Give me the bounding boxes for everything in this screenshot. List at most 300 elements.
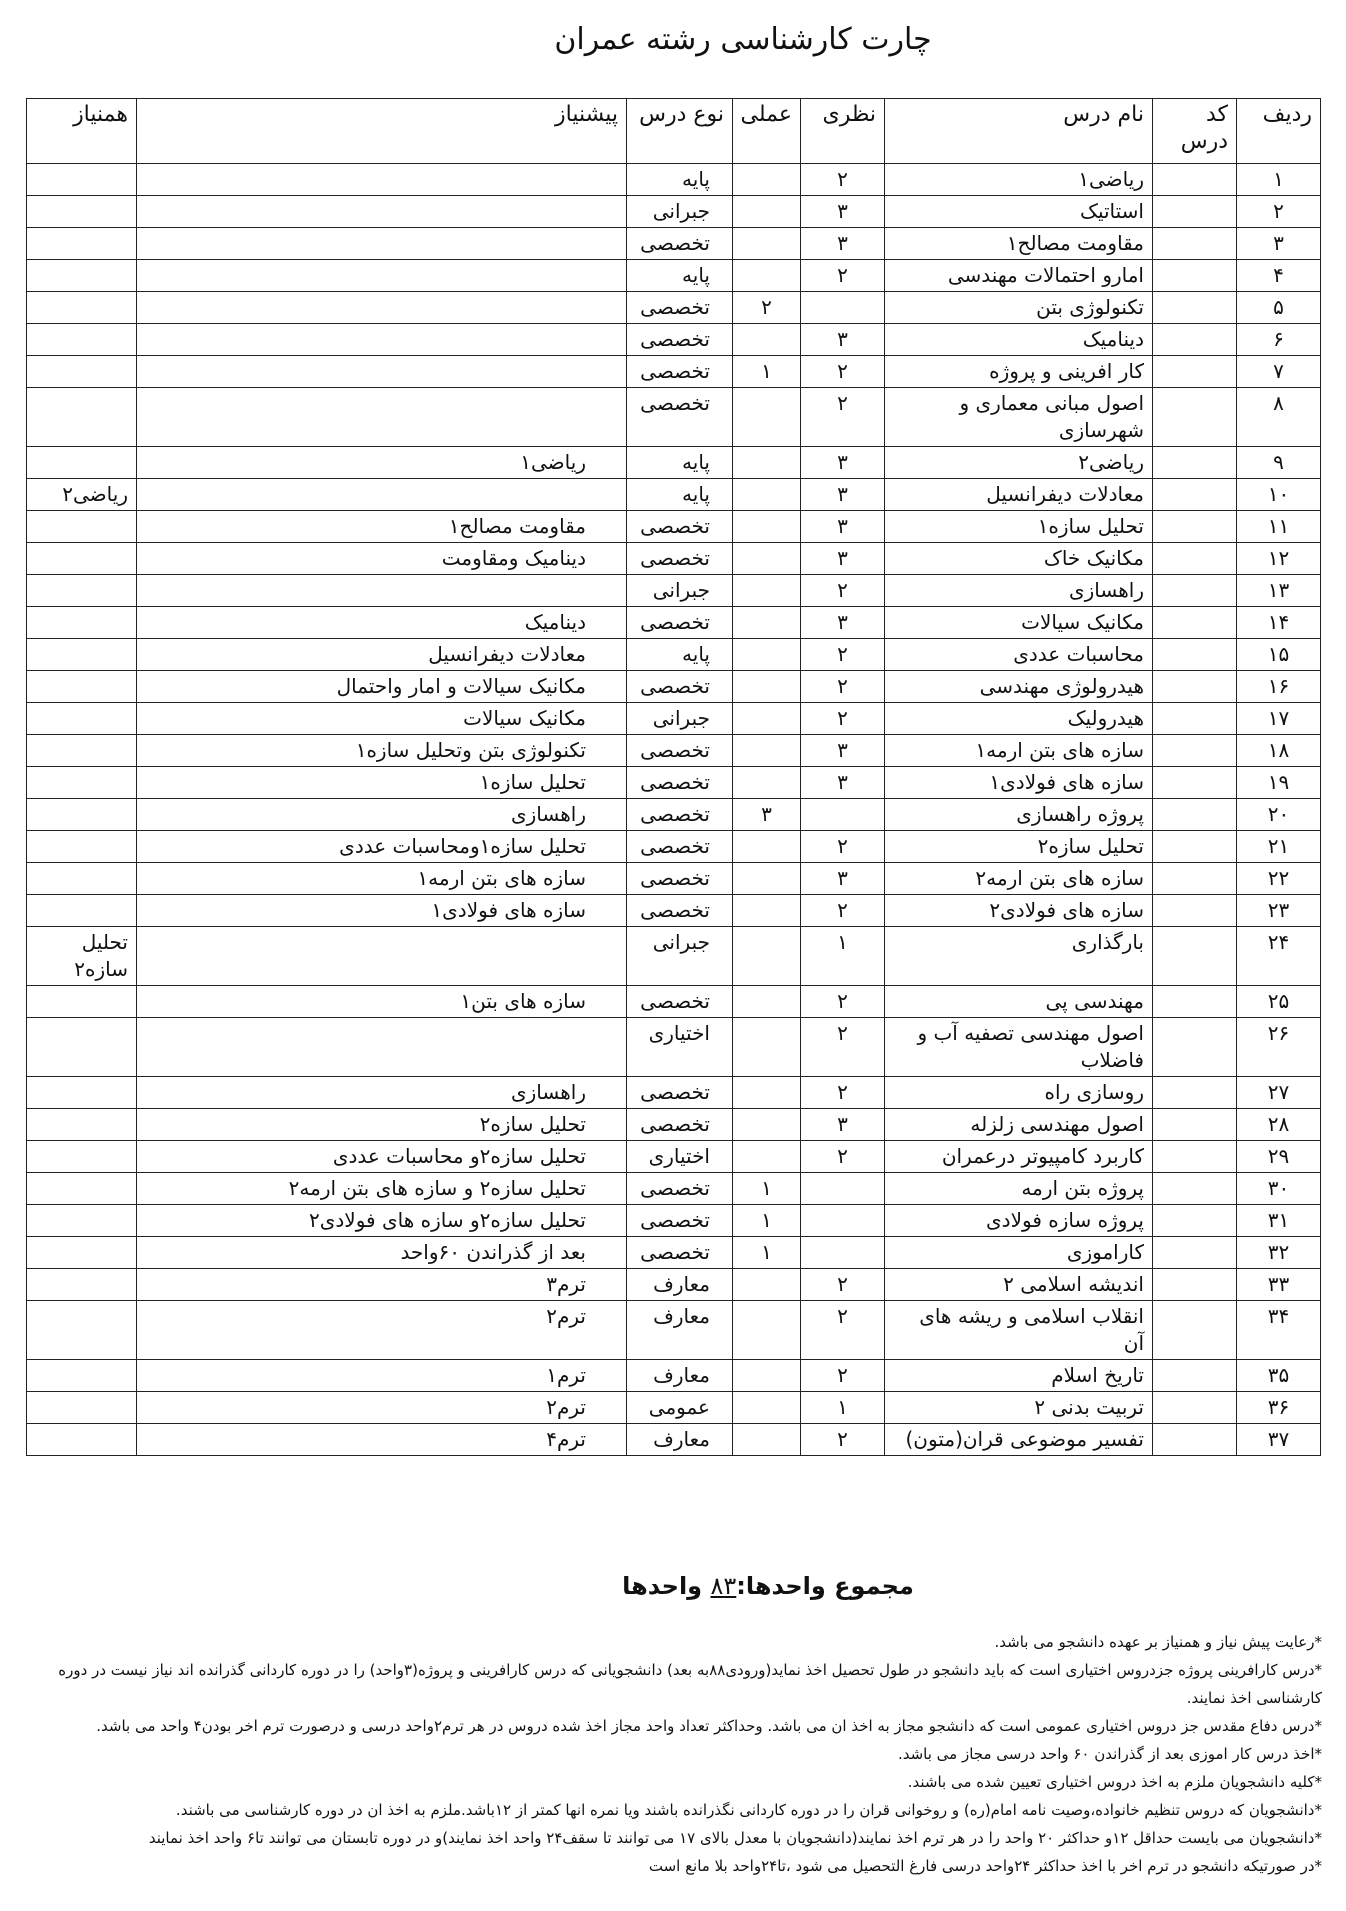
row-number-cell: ۳ — [1237, 228, 1321, 260]
theory-units-cell: ۲ — [801, 671, 885, 703]
theory-units-cell: ۲ — [801, 1301, 885, 1360]
row-number-cell: ۲۴ — [1237, 927, 1321, 986]
corequisite-cell — [27, 356, 137, 388]
theory-units-cell: ۲ — [801, 639, 885, 671]
table-row — [27, 228, 1321, 260]
theory-units-cell — [801, 1237, 885, 1269]
row-number-cell: ۱۶ — [1237, 671, 1321, 703]
table-row — [27, 575, 1321, 607]
course-type-cell: تخصصی — [627, 292, 733, 324]
notes-section — [30, 1628, 1322, 1880]
course-type-cell: تخصصی — [627, 799, 733, 831]
theory-units-cell: ۳ — [801, 228, 885, 260]
prerequisite-cell — [137, 479, 627, 511]
prerequisite-cell: تحلیل سازه۲ و سازه های بتن ارمه۲ — [137, 1173, 627, 1205]
prerequisite-cell — [137, 388, 627, 447]
prerequisite-cell — [137, 164, 627, 196]
prerequisite-cell: تحلیل سازه۲و محاسبات عددی — [137, 1141, 627, 1173]
course-type-cell: تخصصی — [627, 511, 733, 543]
course-name-cell: مهندسی پی — [885, 986, 1153, 1018]
row-number-cell: ۳۰ — [1237, 1173, 1321, 1205]
total-units — [0, 1572, 1346, 1600]
practical-units-cell — [733, 703, 801, 735]
course-name-cell: مکانیک سیالات — [885, 607, 1153, 639]
practical-units-cell — [733, 479, 801, 511]
practical-units-cell — [733, 1077, 801, 1109]
row-number-cell: ۲۹ — [1237, 1141, 1321, 1173]
theory-units-cell: ۲ — [801, 1269, 885, 1301]
row-number-cell: ۲۶ — [1237, 1018, 1321, 1077]
table-row — [27, 607, 1321, 639]
row-number-cell: ۳۴ — [1237, 1301, 1321, 1360]
course-code-cell — [1153, 447, 1237, 479]
theory-units-cell: ۲ — [801, 1077, 885, 1109]
header-course-name: نام درس — [885, 99, 1153, 164]
course-code-cell — [1153, 324, 1237, 356]
practical-units-cell — [733, 1301, 801, 1360]
corequisite-cell — [27, 1424, 137, 1456]
course-name-cell: معادلات دیفرانسیل — [885, 479, 1153, 511]
total-units-suffix: واحدها — [622, 1572, 711, 1600]
row-number-cell: ۸ — [1237, 388, 1321, 447]
course-type-cell: تخصصی — [627, 1173, 733, 1205]
row-number-cell: ۲۰ — [1237, 799, 1321, 831]
prerequisite-cell — [137, 927, 627, 986]
table-row — [27, 543, 1321, 575]
course-type-cell: تخصصی — [627, 831, 733, 863]
course-name-cell: بارگذاری — [885, 927, 1153, 986]
course-type-cell: پایه — [627, 164, 733, 196]
course-name-cell: اصول مهندسی زلزله — [885, 1109, 1153, 1141]
course-code-cell — [1153, 1360, 1237, 1392]
course-code-cell — [1153, 1141, 1237, 1173]
course-name-cell: تفسیر موضوعی قران(متون) — [885, 1424, 1153, 1456]
course-name-cell: انقلاب اسلامی و ریشه های آن — [885, 1301, 1153, 1360]
course-name-cell: پروژه راهسازی — [885, 799, 1153, 831]
theory-units-cell: ۲ — [801, 895, 885, 927]
course-type-cell: تخصصی — [627, 388, 733, 447]
course-type-cell: تخصصی — [627, 543, 733, 575]
theory-units-cell: ۱ — [801, 1392, 885, 1424]
corequisite-cell — [27, 1301, 137, 1360]
theory-units-cell: ۳ — [801, 767, 885, 799]
prerequisite-cell: سازه های بتن ارمه۱ — [137, 863, 627, 895]
course-code-cell — [1153, 799, 1237, 831]
table-row — [27, 986, 1321, 1018]
theory-units-cell: ۳ — [801, 607, 885, 639]
course-name-cell: امارو احتمالات مهندسی — [885, 260, 1153, 292]
course-name-cell: تحلیل سازه۱ — [885, 511, 1153, 543]
theory-units-cell — [801, 799, 885, 831]
course-code-cell — [1153, 895, 1237, 927]
theory-units-cell: ۲ — [801, 260, 885, 292]
course-name-cell: هیدرولوژی مهندسی — [885, 671, 1153, 703]
table-row — [27, 735, 1321, 767]
course-type-cell: تخصصی — [627, 767, 733, 799]
table-row — [27, 511, 1321, 543]
course-name-cell: مقاومت مصالح۱ — [885, 228, 1153, 260]
course-name-cell: پروژه بتن ارمه — [885, 1173, 1153, 1205]
course-name-cell: تربیت بدنی ۲ — [885, 1392, 1153, 1424]
practical-units-cell — [733, 511, 801, 543]
header-corequisite: همنیاز — [27, 99, 137, 164]
table-row — [27, 1269, 1321, 1301]
course-type-cell: پایه — [627, 479, 733, 511]
corequisite-cell — [27, 671, 137, 703]
course-code-cell — [1153, 228, 1237, 260]
course-code-cell — [1153, 607, 1237, 639]
practical-units-cell — [733, 1141, 801, 1173]
course-code-cell — [1153, 511, 1237, 543]
course-code-cell — [1153, 543, 1237, 575]
course-code-cell — [1153, 1301, 1237, 1360]
corequisite-cell — [27, 735, 137, 767]
header-course-type: نوع درس — [627, 99, 733, 164]
row-number-cell: ۹ — [1237, 447, 1321, 479]
prerequisite-cell: راهسازی — [137, 1077, 627, 1109]
note-item: *درس دفاع مقدس جز دروس اختیاری عمومی است که دانشجو مجاز به اخذ ان می باشد. وحداکثر تعداد واحد مجاز اخذ شده دروس در هر ترم۲واحد درسی و درصورت ترم اخر بودن۴ واحد می باشد. — [96, 1717, 1322, 1735]
table-row — [27, 1424, 1321, 1456]
theory-units-cell: ۲ — [801, 164, 885, 196]
prerequisite-cell: سازه های بتن۱ — [137, 986, 627, 1018]
course-type-cell: عمومی — [627, 1392, 733, 1424]
practical-units-cell — [733, 735, 801, 767]
prerequisite-cell: ترم۴ — [137, 1424, 627, 1456]
course-type-cell: معارف — [627, 1269, 733, 1301]
practical-units-cell — [733, 607, 801, 639]
course-name-cell: تکنولوژی بتن — [885, 292, 1153, 324]
course-type-cell: تخصصی — [627, 1109, 733, 1141]
course-name-cell: تاریخ اسلام — [885, 1360, 1153, 1392]
row-number-cell: ۳۷ — [1237, 1424, 1321, 1456]
table-row — [27, 767, 1321, 799]
row-number-cell: ۱۹ — [1237, 767, 1321, 799]
practical-units-cell: ۱ — [733, 1237, 801, 1269]
row-number-cell: ۱۴ — [1237, 607, 1321, 639]
course-code-cell — [1153, 292, 1237, 324]
corequisite-cell — [27, 863, 137, 895]
prerequisite-cell — [137, 228, 627, 260]
practical-units-cell: ۱ — [733, 1205, 801, 1237]
course-type-cell: تخصصی — [627, 356, 733, 388]
course-name-cell: سازه های فولادی۲ — [885, 895, 1153, 927]
row-number-cell: ۳۵ — [1237, 1360, 1321, 1392]
practical-units-cell — [733, 1424, 801, 1456]
table-row — [27, 260, 1321, 292]
theory-units-cell: ۲ — [801, 703, 885, 735]
row-number-cell: ۵ — [1237, 292, 1321, 324]
course-name-cell: اصول مبانی معماری و شهرسازی — [885, 388, 1153, 447]
course-code-cell — [1153, 767, 1237, 799]
corequisite-cell: تحلیل سازه۲ — [27, 927, 137, 986]
course-code-cell — [1153, 986, 1237, 1018]
course-code-cell — [1153, 1392, 1237, 1424]
practical-units-cell — [733, 543, 801, 575]
prerequisite-cell: مکانیک سیالات — [137, 703, 627, 735]
practical-units-cell — [733, 639, 801, 671]
prerequisite-cell: راهسازی — [137, 799, 627, 831]
row-number-cell: ۷ — [1237, 356, 1321, 388]
table-row — [27, 831, 1321, 863]
note-item: *دانشجویان که دروس تنظیم خانواده،وصیت نامه امام(ره) و روخوانی قران را در دوره کاردانی نگذرانده باشند ویا نمره انها کمتر از ۱۲باشد.ملزم به اخذ ان در دوره کارشناسی می باشند. — [175, 1801, 1322, 1819]
prerequisite-cell: تحلیل سازه۱ — [137, 767, 627, 799]
practical-units-cell — [733, 671, 801, 703]
table-row — [27, 1173, 1321, 1205]
prerequisite-cell: ترم۳ — [137, 1269, 627, 1301]
course-code-cell — [1153, 260, 1237, 292]
table-row — [27, 388, 1321, 447]
course-name-cell: کاربرد کامپیوتر درعمران — [885, 1141, 1153, 1173]
page-title — [0, 22, 1346, 57]
practical-units-cell — [733, 986, 801, 1018]
corequisite-cell — [27, 1018, 137, 1077]
theory-units-cell: ۳ — [801, 735, 885, 767]
prerequisite-cell — [137, 196, 627, 228]
table-row — [27, 447, 1321, 479]
course-name-cell: کار افرینی و پروژه — [885, 356, 1153, 388]
practical-units-cell — [733, 447, 801, 479]
prerequisite-cell: تحلیل سازه۲ — [137, 1109, 627, 1141]
prerequisite-cell: ریاضی۱ — [137, 447, 627, 479]
course-type-cell: تخصصی — [627, 863, 733, 895]
corequisite-cell — [27, 986, 137, 1018]
course-code-cell — [1153, 735, 1237, 767]
practical-units-cell — [733, 863, 801, 895]
course-code-cell — [1153, 831, 1237, 863]
theory-units-cell — [801, 1173, 885, 1205]
course-code-cell — [1153, 196, 1237, 228]
theory-units-cell — [801, 1205, 885, 1237]
table-row — [27, 324, 1321, 356]
course-code-cell — [1153, 575, 1237, 607]
course-type-cell: تخصصی — [627, 671, 733, 703]
theory-units-cell: ۳ — [801, 543, 885, 575]
note-item: *در صورتیکه دانشجو در ترم اخر با اخذ حداکثر ۲۴واحد درسی فارغ التحصیل می شود ،تا۲۴واحد بلا مانع است — [648, 1857, 1322, 1875]
table-row — [27, 1205, 1321, 1237]
note-item: *اخذ درس کار اموزی بعد از گذراندن ۶۰ واحد درسی مجاز می باشد. — [897, 1745, 1322, 1763]
prerequisite-cell: مقاومت مصالح۱ — [137, 511, 627, 543]
practical-units-cell — [733, 1018, 801, 1077]
row-number-cell: ۲ — [1237, 196, 1321, 228]
course-type-cell: تخصصی — [627, 324, 733, 356]
course-type-cell: تخصصی — [627, 895, 733, 927]
corequisite-cell: ریاضی۲ — [27, 479, 137, 511]
course-type-cell: تخصصی — [627, 986, 733, 1018]
course-name-cell: سازه های بتن ارمه۱ — [885, 735, 1153, 767]
course-name-cell: ریاضی۲ — [885, 447, 1153, 479]
course-type-cell: جبرانی — [627, 196, 733, 228]
course-code-cell — [1153, 164, 1237, 196]
corequisite-cell — [27, 324, 137, 356]
corequisite-cell — [27, 292, 137, 324]
course-code-cell — [1153, 703, 1237, 735]
theory-units-cell: ۲ — [801, 986, 885, 1018]
course-name-cell: سازه های بتن ارمه۲ — [885, 863, 1153, 895]
corequisite-cell — [27, 703, 137, 735]
table-row — [27, 703, 1321, 735]
theory-units-cell: ۲ — [801, 1424, 885, 1456]
prerequisite-cell — [137, 575, 627, 607]
course-name-cell: محاسبات عددی — [885, 639, 1153, 671]
prerequisite-cell — [137, 356, 627, 388]
corequisite-cell — [27, 164, 137, 196]
course-name-cell: پروژه سازه فولادی — [885, 1205, 1153, 1237]
corequisite-cell — [27, 895, 137, 927]
course-type-cell: تخصصی — [627, 1077, 733, 1109]
course-code-cell — [1153, 671, 1237, 703]
row-number-cell: ۱۰ — [1237, 479, 1321, 511]
course-type-cell: جبرانی — [627, 703, 733, 735]
practical-units-cell — [733, 575, 801, 607]
practical-units-cell — [733, 831, 801, 863]
practical-units-cell — [733, 1109, 801, 1141]
course-type-cell: معارف — [627, 1301, 733, 1360]
prerequisite-cell: ترم۱ — [137, 1360, 627, 1392]
course-name-cell: روسازی راه — [885, 1077, 1153, 1109]
theory-units-cell: ۳ — [801, 863, 885, 895]
row-number-cell: ۲۲ — [1237, 863, 1321, 895]
corequisite-cell — [27, 511, 137, 543]
prerequisite-cell — [137, 1018, 627, 1077]
course-code-cell — [1153, 356, 1237, 388]
prerequisite-cell — [137, 292, 627, 324]
practical-units-cell — [733, 1269, 801, 1301]
row-number-cell: ۳۶ — [1237, 1392, 1321, 1424]
table-row — [27, 1360, 1321, 1392]
course-type-cell: تخصصی — [627, 1205, 733, 1237]
table-header-row — [27, 99, 1321, 164]
practical-units-cell: ۲ — [733, 292, 801, 324]
table-row — [27, 356, 1321, 388]
row-number-cell: ۴ — [1237, 260, 1321, 292]
theory-units-cell: ۲ — [801, 356, 885, 388]
theory-units-cell: ۲ — [801, 388, 885, 447]
course-name-cell: اصول مهندسی تصفیه آب و فاضلاب — [885, 1018, 1153, 1077]
table-row — [27, 1392, 1321, 1424]
header-practical: عملی — [733, 99, 801, 164]
corequisite-cell — [27, 260, 137, 292]
course-type-cell: تخصصی — [627, 228, 733, 260]
course-code-cell — [1153, 1424, 1237, 1456]
corequisite-cell — [27, 1237, 137, 1269]
practical-units-cell — [733, 1392, 801, 1424]
course-code-cell — [1153, 639, 1237, 671]
row-number-cell: ۲۷ — [1237, 1077, 1321, 1109]
theory-units-cell: ۳ — [801, 511, 885, 543]
table-row — [27, 196, 1321, 228]
corequisite-cell — [27, 543, 137, 575]
corequisite-cell — [27, 196, 137, 228]
row-number-cell: ۶ — [1237, 324, 1321, 356]
course-type-cell: اختیاری — [627, 1141, 733, 1173]
row-number-cell: ۱۳ — [1237, 575, 1321, 607]
row-number-cell: ۱۱ — [1237, 511, 1321, 543]
practical-units-cell — [733, 260, 801, 292]
total-units-label: مجموع واحدها: — [736, 1572, 914, 1600]
course-code-cell — [1153, 1173, 1237, 1205]
course-code-cell — [1153, 927, 1237, 986]
theory-units-cell: ۳ — [801, 447, 885, 479]
table-row — [27, 639, 1321, 671]
table-row — [27, 671, 1321, 703]
corequisite-cell — [27, 575, 137, 607]
row-number-cell: ۱۵ — [1237, 639, 1321, 671]
corequisite-cell — [27, 639, 137, 671]
practical-units-cell — [733, 767, 801, 799]
corequisite-cell — [27, 799, 137, 831]
corequisite-cell — [27, 831, 137, 863]
practical-units-cell — [733, 324, 801, 356]
table-row — [27, 1301, 1321, 1360]
header-row-number: ردیف — [1237, 99, 1321, 164]
practical-units-cell: ۱ — [733, 1173, 801, 1205]
prerequisite-cell: تحلیل سازه۲و سازه های فولادی۲ — [137, 1205, 627, 1237]
header-theory: نظری — [801, 99, 885, 164]
course-type-cell: پایه — [627, 639, 733, 671]
prerequisite-cell: ترم۲ — [137, 1392, 627, 1424]
practical-units-cell — [733, 895, 801, 927]
theory-units-cell — [801, 292, 885, 324]
theory-units-cell: ۲ — [801, 1141, 885, 1173]
row-number-cell: ۱۸ — [1237, 735, 1321, 767]
theory-units-cell: ۳ — [801, 324, 885, 356]
theory-units-cell: ۲ — [801, 831, 885, 863]
row-number-cell: ۳۱ — [1237, 1205, 1321, 1237]
theory-units-cell: ۱ — [801, 927, 885, 986]
course-name-cell: اندیشه اسلامی ۲ — [885, 1269, 1153, 1301]
table-row — [27, 895, 1321, 927]
practical-units-cell — [733, 196, 801, 228]
table-row — [27, 292, 1321, 324]
row-number-cell: ۳۲ — [1237, 1237, 1321, 1269]
course-type-cell: اختیاری — [627, 1018, 733, 1077]
course-name-cell: تحلیل سازه۲ — [885, 831, 1153, 863]
row-number-cell: ۲۱ — [1237, 831, 1321, 863]
prerequisite-cell: مکانیک سیالات و امار واحتمال — [137, 671, 627, 703]
table-row — [27, 164, 1321, 196]
row-number-cell: ۱۷ — [1237, 703, 1321, 735]
course-name-cell: مکانیک خاک — [885, 543, 1153, 575]
course-name-cell: ریاضی۱ — [885, 164, 1153, 196]
corequisite-cell — [27, 607, 137, 639]
table-row — [27, 799, 1321, 831]
practical-units-cell: ۱ — [733, 356, 801, 388]
table-row — [27, 1018, 1321, 1077]
page-title-text: چارت کارشناسی رشته عمران — [554, 22, 932, 57]
theory-units-cell: ۳ — [801, 1109, 885, 1141]
total-units-value: ۸۳ — [710, 1572, 737, 1600]
prerequisite-cell — [137, 260, 627, 292]
practical-units-cell — [733, 927, 801, 986]
course-type-cell: تخصصی — [627, 607, 733, 639]
theory-units-cell: ۲ — [801, 1360, 885, 1392]
note-item: *درس کارافرینی پروژه جزدروس اختیاری است که باید دانشجو در طول تحصیل اخذ نماید(ورودی۸۸به بعد) دانشجویانی که درس کارافرینی و پروژه(۳واحد) را در دوره کاردانی گذرانده اند نیاز نیست در دوره کارشناسی اخذ نمایند. — [58, 1661, 1322, 1707]
practical-units-cell — [733, 228, 801, 260]
corequisite-cell — [27, 1109, 137, 1141]
table-row — [27, 863, 1321, 895]
theory-units-cell: ۲ — [801, 1018, 885, 1077]
prerequisite-cell: معادلات دیفرانسیل — [137, 639, 627, 671]
corequisite-cell — [27, 1269, 137, 1301]
row-number-cell: ۱ — [1237, 164, 1321, 196]
corequisite-cell — [27, 1360, 137, 1392]
corequisite-cell — [27, 1392, 137, 1424]
prerequisite-cell: تکنولوژی بتن وتحلیل سازه۱ — [137, 735, 627, 767]
course-name-cell: دینامیک — [885, 324, 1153, 356]
row-number-cell: ۱۲ — [1237, 543, 1321, 575]
table-row — [27, 1237, 1321, 1269]
corequisite-cell — [27, 228, 137, 260]
